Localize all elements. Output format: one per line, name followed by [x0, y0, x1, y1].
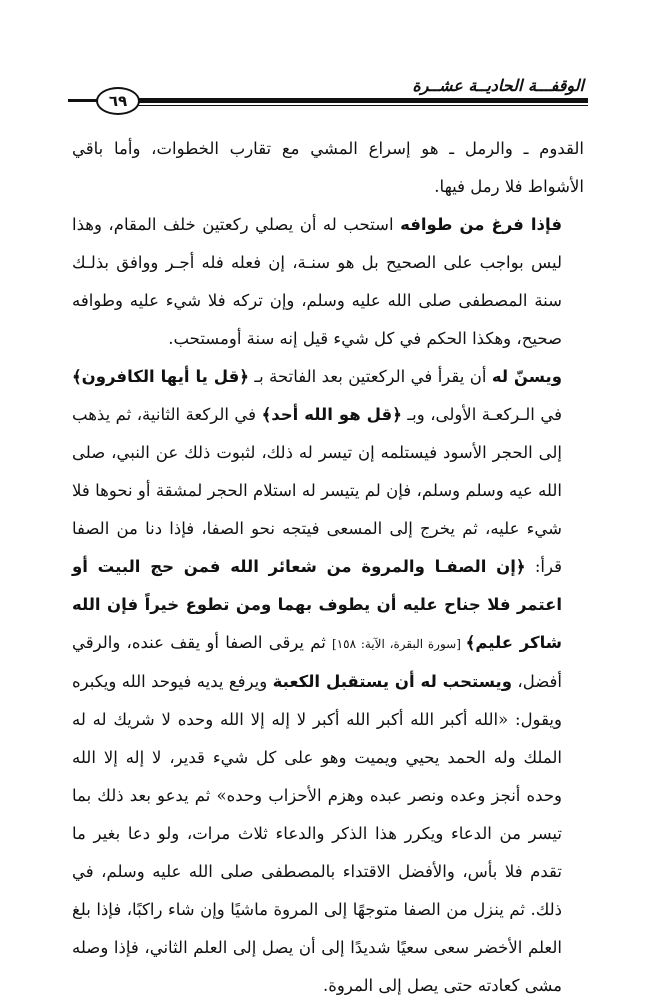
chapter-title: الوقفـــة الحاديــة عشــرة	[412, 76, 584, 95]
quran-verse-2: ﴿قل هو الله أحد﴾	[261, 405, 402, 424]
verse-reference: [سورة البقرة، الآية: ١٥٨]	[332, 637, 466, 651]
page-number-dash	[68, 99, 98, 102]
paragraph-3-lead: ويسنّ له	[491, 367, 562, 386]
paragraph-2-text: استحب له أن يصلي ركعتين خلف المقام، وهذا ليس بواجب على الصحيح بل هو سنـة، إن فعله فله أجـر ووافق بذلـك سنة المصطفى صلى الله عليه وسلم، وإن تركه فلا شيء عليه وطوافه صحيح، وهكذا الحكم في كل شيء قيل إنه سنة أومستحب.	[72, 215, 562, 348]
paragraph-3-text-d: ثم يرقى الصفا أو يقف عنده، والرقي أفضل،	[72, 633, 562, 691]
paragraph-3-text-e: ويرفع يديه فيوحد الله ويكبره ويقول: «الله أكبر الله أكبر الله أكبر لا إله إلا الله وحده لا شريك له له الملك وله الحمد يحيي ويميت وهو على كل شيء قدير، لا إله إلا الله وحده أنجز وعده ونصر عبده وهزم الأحزاب وحده» ثم يدعو بعد ذلك بما تيسر من الدعاء ويكرر هذا الذكر والدعاء ثلاث مرات، ولو دعا بغير ما تقدم فلا بأس، والأفضل الاقتداء بالمصطفى صلى الله عليه وسلم، في ذلك. ثم ينزل من الصفا متوجهًا إلى المروة ماشيًا وإن شاء راكبًا، فإذا بلغ العلم الأخضر سعى سعيًا شديدًا إلى أن يصل إلى العلم الثاني، فإذا وصله مشى كعادته حتى يصل إلى المروة.	[72, 672, 562, 995]
paragraph-3-text-a: أن يقرأ في الركعتين بعد الفاتحة بـ	[248, 367, 492, 386]
paragraph-1: القدوم ـ والرمل ـ هو إسراع المشي مع تقارب الخطوات، وأما باقي الأشواط فلا رمل فيها.	[72, 139, 584, 196]
header-rule-thin	[132, 105, 588, 106]
paragraph-2	[72, 206, 584, 358]
header-rule-thick	[132, 98, 588, 103]
paragraph-3-lead-2: ويستحب له أن يستقبل الكعبة	[272, 672, 512, 691]
quran-verse-1: ﴿قل يا أيها الكافرون﴾	[72, 367, 249, 386]
page-header	[68, 72, 588, 112]
page-number: ٦٩	[96, 87, 140, 115]
quran-verse-3: ﴿إن الصفـا والمروة من شعائر الله فمن حج البيت أو اعتمر فلا جناح عليه أن يطوف بهما ومن تطوع خيراً فإن الله شاكر عليم﴾	[72, 557, 562, 652]
paragraph-3-text-c: في الركعة الثانية، ثم يذهب إلى الحجر الأسود فيستلمه إن تيسر له ذلك، لثبوت ذلك عن النبي، صلى الله عيه وسلم وسلم، فإن لم يتيسر له استلام الحجر لمشقة أو نحوها فلا شيء عليه، ثم يخرج إلى المسعى فيتجه نحو الصفا، فإذا دنا من الصفا قرأ:	[72, 405, 562, 576]
page-body	[72, 130, 584, 995]
paragraph-2-lead: فإذا فرغ من طوافه	[400, 215, 562, 234]
paragraph-3-text-b: في الـركعـة الأولى، وبـ	[401, 405, 562, 424]
paragraph-3	[72, 358, 584, 1005]
